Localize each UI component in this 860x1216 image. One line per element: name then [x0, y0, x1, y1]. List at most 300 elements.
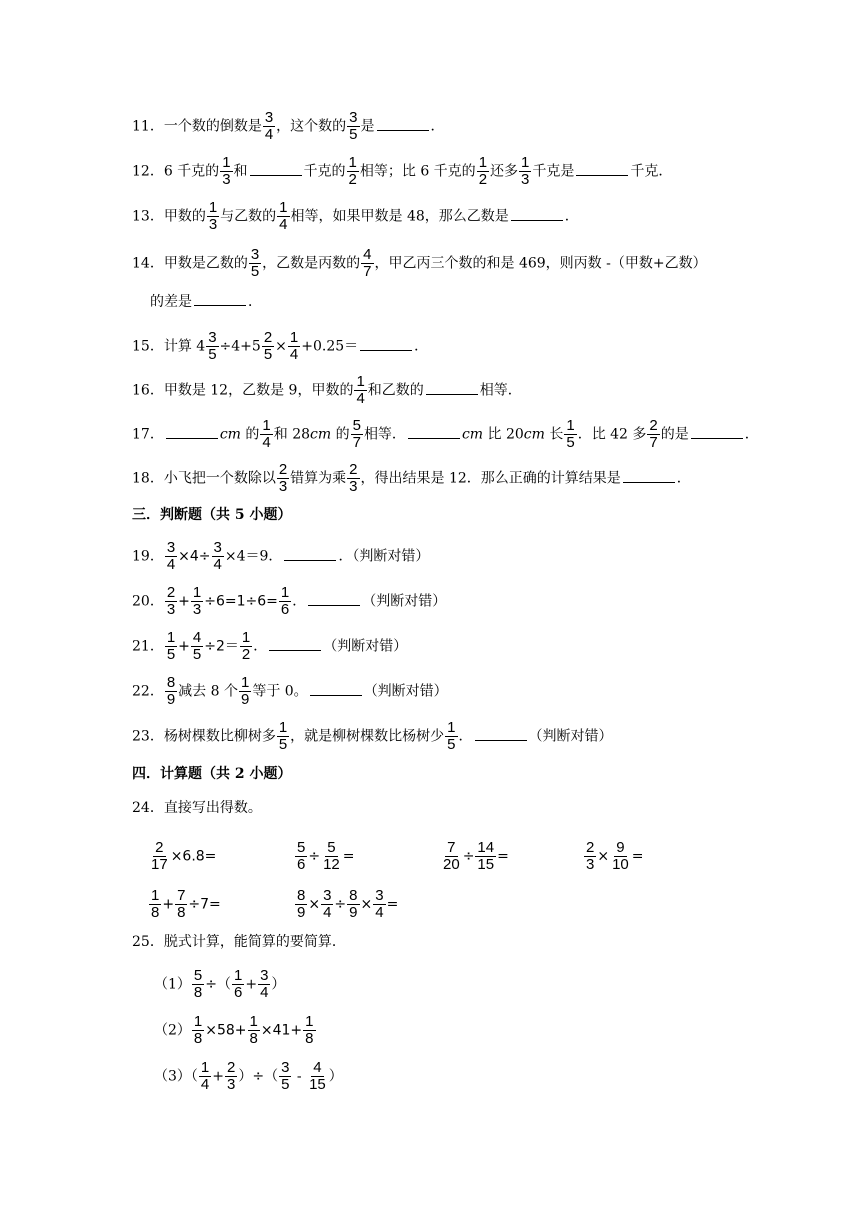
text: ×41+: [260, 1022, 303, 1039]
numerator: 3: [281, 1059, 290, 1076]
numerator: 1: [566, 417, 575, 434]
question-number: 11．: [132, 118, 164, 135]
text: ÷2＝: [204, 638, 239, 655]
text: ．: [458, 728, 473, 745]
denominator: 5: [281, 1076, 290, 1093]
text: ÷: [334, 896, 347, 913]
numerator: 1: [289, 329, 299, 346]
question-19: [132, 540, 429, 573]
text: ．: [564, 208, 579, 225]
fraction: [279, 1060, 291, 1093]
fraction: [191, 630, 203, 663]
fraction: [354, 374, 366, 407]
numerator: 2: [349, 461, 358, 478]
denominator: 5: [349, 126, 358, 143]
fraction: [149, 840, 170, 873]
text: 甲数的: [163, 208, 206, 225]
answer-blank[interactable]: [511, 206, 563, 221]
text: 错算为乘: [290, 470, 347, 487]
fraction: [225, 1060, 237, 1093]
answer-blank[interactable]: [250, 161, 302, 176]
text: 6 千克的: [163, 163, 220, 180]
numerator: 8: [297, 887, 306, 904]
expression-24-5: [148, 888, 221, 921]
denominator: 9: [166, 691, 176, 708]
answer-blank[interactable]: [308, 591, 360, 606]
text: 与乙数的: [220, 208, 277, 225]
fraction: [207, 200, 219, 233]
denominator: 6: [280, 601, 290, 618]
fraction: [279, 585, 291, 618]
numerator: 1: [280, 584, 290, 601]
fraction: [239, 675, 251, 708]
fraction: [307, 1060, 328, 1093]
text: ÷6=1÷6=: [204, 593, 278, 610]
denominator: 5: [208, 346, 217, 363]
denominator: 4: [356, 390, 365, 407]
question-21: [132, 630, 407, 663]
fraction: [249, 247, 261, 280]
numerator: 3: [260, 967, 269, 984]
numerator: 4: [363, 246, 372, 263]
expression-24-4: [583, 840, 644, 873]
fraction: [647, 418, 659, 451]
unit-text: cm: [523, 426, 545, 443]
numerator: 14: [477, 839, 495, 856]
question-14-cont: [150, 291, 262, 312]
numerator: 7: [177, 887, 186, 904]
fraction: [277, 720, 289, 753]
denominator: 20: [443, 856, 460, 873]
fraction: [441, 840, 462, 873]
fraction: [564, 418, 576, 451]
question-number: 20．: [132, 593, 164, 610]
fraction: [288, 330, 300, 363]
fraction: [295, 888, 307, 921]
denominator: 6: [297, 856, 306, 873]
answer-blank[interactable]: [408, 424, 460, 439]
fraction: [477, 155, 489, 188]
text: ×4÷: [178, 548, 211, 565]
fraction: [165, 540, 177, 573]
text: =: [386, 896, 399, 913]
denominator: 4: [323, 904, 332, 921]
numerator: 1: [278, 719, 288, 736]
fraction: [295, 840, 307, 873]
numerator: 3: [323, 887, 332, 904]
text: ÷（: [205, 976, 231, 993]
numerator: 1: [478, 154, 488, 171]
fraction: [347, 110, 359, 143]
text: 甲数是 12，乙数是 9，甲数的: [163, 382, 354, 399]
fraction: [192, 968, 204, 1001]
text: 减去 8 个: [178, 683, 238, 700]
denominator: 7: [649, 434, 658, 451]
text: 还多: [490, 163, 519, 180]
text: ，就是柳树棵数比杨树少: [290, 728, 445, 745]
question-14: [132, 247, 707, 280]
denominator: 17: [151, 856, 168, 873]
fraction: [199, 1060, 211, 1093]
denominator: 8: [305, 1030, 314, 1047]
text: 相等；比 6 千克的: [359, 163, 476, 180]
answer-blank[interactable]: [576, 161, 628, 176]
numerator: 3: [213, 539, 222, 556]
question-11: [132, 110, 445, 143]
fraction: [347, 155, 359, 188]
numerator: 1: [521, 154, 530, 171]
text: ．比 42 多: [577, 426, 647, 443]
text: ÷7=: [188, 896, 221, 913]
denominator: 3: [166, 601, 176, 618]
numerator: 2: [586, 839, 595, 856]
question-number: 21．: [132, 638, 164, 655]
numerator: 1: [240, 674, 250, 691]
question-17: [132, 418, 759, 451]
text: 小飞把一个数除以: [163, 470, 276, 487]
numerator: 2: [263, 329, 273, 346]
numerator: 2: [166, 584, 176, 601]
question-25-part-2: [154, 1014, 317, 1047]
question-number: 12．: [132, 163, 164, 180]
answer-blank[interactable]: [623, 468, 675, 483]
text: ）: [271, 976, 286, 993]
fraction: [277, 462, 289, 495]
denominator: 3: [349, 478, 358, 495]
text: ）: [328, 1068, 343, 1085]
denominator: 9: [349, 904, 358, 921]
fraction: [351, 418, 363, 451]
fraction: [248, 1014, 260, 1047]
numerator: 2: [278, 461, 288, 478]
expression-24-2: [294, 840, 355, 873]
text: ×: [308, 896, 321, 913]
text: ×6.8=: [170, 848, 217, 865]
text: ÷4+5: [219, 338, 261, 355]
denominator: 8: [193, 1030, 203, 1047]
numerator: 1: [305, 1013, 314, 1030]
expression-24-3: [440, 840, 509, 873]
text: 的: [240, 426, 260, 443]
text: 相等．: [479, 382, 522, 399]
fraction: [277, 200, 289, 233]
question-25: [132, 932, 346, 952]
text: 相等．: [363, 426, 406, 443]
denominator: 6: [234, 984, 243, 1001]
fraction: [373, 888, 385, 921]
question-13: [132, 200, 579, 233]
text: （判断对错）: [363, 683, 448, 700]
text: 计算 4: [163, 338, 206, 355]
numerator: 3: [349, 109, 358, 126]
question-25-part-1: [154, 968, 285, 1001]
question-18: [132, 462, 691, 495]
text: 直接写出得数。: [163, 800, 262, 816]
numerator: 1: [356, 373, 365, 390]
text: ．: [430, 118, 445, 135]
numerator: 8: [349, 887, 358, 904]
fraction: [206, 330, 218, 363]
text: 比 20: [483, 426, 524, 443]
denominator: 5: [192, 646, 202, 663]
text: 和 28: [273, 426, 311, 443]
text: 一个数的倒数是: [163, 118, 262, 135]
answer-blank[interactable]: [426, 380, 478, 395]
question-number: 25．: [132, 934, 164, 950]
numerator: 1: [192, 584, 202, 601]
fraction: [445, 720, 457, 753]
text: 千克的: [303, 163, 346, 180]
denominator: 3: [222, 171, 231, 188]
denominator: 9: [240, 691, 250, 708]
fraction: [347, 888, 359, 921]
question-number: 15．: [132, 338, 164, 355]
denominator: 4: [264, 126, 274, 143]
text: 和乙数的: [367, 382, 424, 399]
denominator: 4: [260, 984, 269, 1001]
numerator: 9: [616, 839, 625, 856]
question-22: [132, 675, 448, 708]
text: 长: [544, 426, 564, 443]
fraction: [175, 888, 187, 921]
fraction: [240, 630, 252, 663]
text: =: [631, 848, 644, 865]
numerator: 1: [348, 154, 357, 171]
fraction: [191, 585, 203, 618]
text: ×58+: [205, 1022, 247, 1039]
unit-text: cm: [310, 426, 332, 443]
numerator: 4: [313, 1059, 322, 1076]
numerator: 5: [327, 839, 336, 856]
denominator: 4: [375, 904, 384, 921]
fraction: [610, 840, 631, 873]
fraction: [475, 840, 496, 873]
numerator: 8: [166, 674, 176, 691]
numerator: 5: [352, 417, 361, 434]
text: （: [190, 1068, 198, 1085]
question-20: [132, 585, 446, 618]
question-number: 19．: [132, 548, 164, 565]
denominator: 8: [193, 984, 203, 1001]
fraction: [212, 540, 224, 573]
text: ．: [414, 338, 429, 355]
text: ，乙数是丙数的: [262, 255, 361, 272]
fraction: [361, 247, 373, 280]
text: ×: [597, 848, 610, 865]
part-label: （2）: [154, 1022, 191, 1039]
text: ，甲乙丙三个数的和是 469，则丙数 -（甲数+乙数）: [374, 255, 707, 272]
denominator: 7: [352, 434, 361, 451]
expression-24-6: [294, 888, 398, 921]
fraction: [165, 675, 177, 708]
fraction: [321, 888, 333, 921]
answer-blank[interactable]: [166, 424, 218, 439]
question-number: 13．: [132, 208, 164, 225]
numerator: 3: [250, 246, 260, 263]
answer-blank[interactable]: [310, 681, 362, 696]
fraction: [263, 110, 275, 143]
question-25-part-3: [154, 1060, 343, 1093]
question-24: [132, 798, 262, 818]
numerator: 1: [234, 967, 243, 984]
expression-24-1: [148, 840, 216, 873]
answer-blank[interactable]: [691, 424, 743, 439]
denominator: 5: [566, 434, 575, 451]
denominator: 9: [297, 904, 306, 921]
text: ×4＝9．: [224, 548, 283, 565]
denominator: 5: [250, 263, 260, 280]
numerator: 1: [222, 154, 231, 171]
question-number: 22．: [132, 683, 164, 700]
denominator: 2: [478, 171, 488, 188]
denominator: 3: [192, 601, 202, 618]
question-number: 18．: [132, 470, 164, 487]
numerator: 5: [297, 839, 306, 856]
text: ．: [676, 470, 691, 487]
denominator: 4: [279, 216, 288, 233]
text: +: [178, 593, 190, 610]
section-heading-3: 三．判断题（共 5 小题）: [132, 507, 292, 523]
answer-blank[interactable]: [475, 726, 527, 741]
question-number: 14．: [132, 255, 164, 272]
denominator: 3: [208, 216, 218, 233]
text: =: [497, 848, 509, 865]
fraction: [149, 888, 161, 921]
text: （判断对错）: [323, 638, 408, 655]
section-heading-4: 四．计算题（共 2 小题）: [132, 766, 292, 782]
text: -: [292, 1068, 307, 1085]
numerator: 2: [649, 417, 658, 434]
text: 和: [233, 163, 248, 180]
fraction: [519, 155, 531, 188]
denominator: 3: [278, 478, 288, 495]
text: 是: [360, 118, 375, 135]
text: 杨树棵数比柳树多: [163, 728, 276, 745]
text: ，这个数的: [276, 118, 347, 135]
answer-blank[interactable]: [360, 336, 412, 351]
text: +: [245, 976, 258, 993]
numerator: 1: [241, 629, 251, 646]
text: 千克是: [532, 163, 575, 180]
text: ÷: [462, 848, 475, 865]
numerator: 1: [200, 1059, 210, 1076]
answer-blank[interactable]: [284, 546, 336, 561]
denominator: 7: [363, 263, 372, 280]
numerator: 1: [279, 199, 288, 216]
numerator: 3: [375, 887, 384, 904]
question-number: 16．: [132, 382, 164, 399]
denominator: 4: [200, 1076, 210, 1093]
text: （判断对错）: [528, 728, 613, 745]
fraction: [347, 462, 359, 495]
denominator: 4: [166, 556, 176, 573]
numerator: 2: [227, 1059, 236, 1076]
fraction: [232, 968, 244, 1001]
fraction: [584, 840, 596, 873]
text: +0.25＝: [301, 338, 359, 355]
fraction: [165, 585, 177, 618]
text: ．（判断对错）: [338, 548, 430, 565]
text: 的差是: [150, 294, 192, 310]
numerator: 1: [208, 199, 218, 216]
text: 千克．: [630, 163, 673, 180]
denominator: 5: [263, 346, 273, 363]
numerator: 1: [166, 629, 176, 646]
numerator: 7: [447, 839, 456, 856]
fraction: [303, 1014, 315, 1047]
unit-text: cm: [219, 426, 241, 443]
denominator: 4: [262, 434, 271, 451]
text: 相等，如果甲数是 48，那么乙数是: [290, 208, 509, 225]
numerator: 3: [264, 109, 274, 126]
question-12: [132, 155, 672, 188]
denominator: 3: [521, 171, 530, 188]
denominator: 2: [348, 171, 357, 188]
numerator: 2: [155, 839, 164, 856]
denominator: 5: [447, 736, 456, 753]
question-number: 17．: [132, 426, 164, 443]
text: ×: [360, 896, 373, 913]
question-number: 23．: [132, 728, 164, 745]
denominator: 15: [477, 856, 495, 873]
text: ，得出结果是 12．那么正确的计算结果是: [360, 470, 621, 487]
text: ．: [744, 426, 759, 443]
question-number: 24．: [132, 800, 164, 816]
numerator: 1: [249, 1013, 258, 1030]
text: ．: [292, 593, 307, 610]
text: +: [212, 1068, 224, 1085]
text: +: [162, 896, 175, 913]
text: 脱式计算，能简算的要简算．: [163, 934, 346, 950]
question-23: [132, 720, 613, 753]
denominator: 8: [151, 904, 160, 921]
text: ．: [253, 638, 268, 655]
numerator: 5: [193, 967, 203, 984]
numerator: 4: [192, 629, 202, 646]
fraction: [258, 968, 270, 1001]
fraction: [165, 630, 177, 663]
answer-blank[interactable]: [377, 116, 429, 131]
denominator: 5: [166, 646, 176, 663]
question-15: [132, 330, 428, 363]
answer-blank[interactable]: [269, 636, 321, 651]
fraction: [220, 155, 232, 188]
answer-blank[interactable]: [194, 291, 246, 306]
text: +: [178, 638, 190, 655]
fraction: [192, 1014, 204, 1047]
text: 等于 0。: [252, 683, 308, 700]
text: ）÷（: [238, 1068, 279, 1085]
denominator: 4: [289, 346, 299, 363]
denominator: 2: [241, 646, 251, 663]
part-label: （3）: [154, 1068, 191, 1085]
text: ×: [275, 338, 287, 355]
numerator: 3: [166, 539, 176, 556]
numerator: 1: [262, 417, 271, 434]
text: 的: [331, 426, 350, 443]
denominator: 4: [213, 556, 222, 573]
denominator: 12: [323, 856, 340, 873]
numerator: 1: [447, 719, 456, 736]
fraction: [262, 330, 274, 363]
denominator: 5: [278, 736, 288, 753]
numerator: 1: [151, 887, 160, 904]
part-label: （1）: [154, 976, 191, 993]
unit-text: cm: [461, 426, 484, 443]
text: 甲数是乙数的: [163, 255, 248, 272]
text: ．: [248, 294, 262, 310]
denominator: 8: [177, 904, 186, 921]
